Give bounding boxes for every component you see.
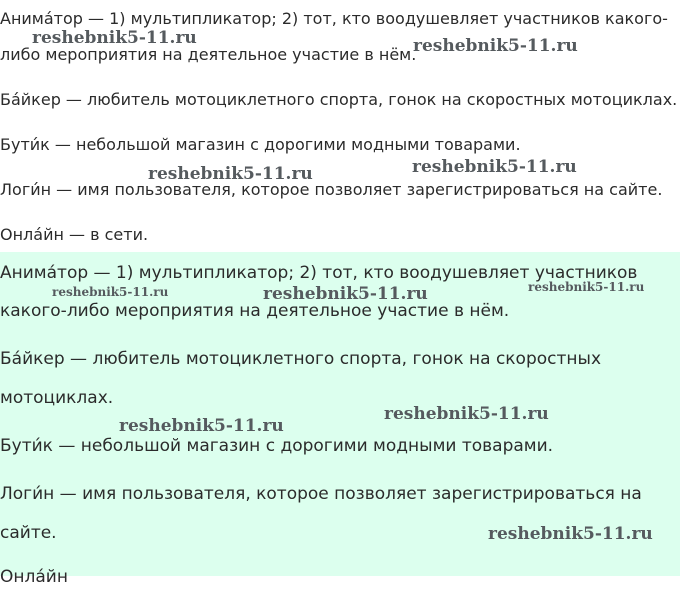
definition-line: мотоциклах. — [0, 388, 114, 408]
definition-line: Онла́йн — в сети. — [0, 225, 149, 244]
watermark: reshebnik5-11.ru — [384, 404, 549, 424]
definition-line: Логи́н — имя пользователя, которое позволяет зарегистрироваться на сайте. — [0, 180, 663, 199]
definition-line: либо мероприятия на деятельное участие в нём. — [0, 45, 417, 64]
definition-line: Анима́тор — 1) мультипликатор; 2) тот, кто воодушевляет участников — [0, 263, 638, 283]
watermark: reshebnik5-11.ru — [412, 157, 577, 177]
green-text-block — [0, 252, 680, 576]
definition-line: Бути́к — небольшой магазин с дорогими модными товарами. — [0, 436, 554, 456]
watermark: reshebnik5-11.ru — [263, 284, 428, 304]
watermark: reshebnik5-11.ru — [528, 280, 645, 294]
watermark: reshebnik5-11.ru — [148, 164, 313, 184]
definition-line: сайте. — [0, 523, 57, 543]
definition-line: Онла́йн — [0, 567, 68, 587]
definition-line: Анима́тор — 1) мультипликатор; 2) тот, кто воодушевляет участников какого- — [0, 9, 668, 28]
watermark: reshebnik5-11.ru — [488, 524, 653, 544]
watermark: reshebnik5-11.ru — [32, 28, 197, 48]
watermark: reshebnik5-11.ru — [119, 416, 284, 436]
definition-line: Ба́йкер — любитель мотоциклетного спорта, гонок на скоростных — [0, 349, 602, 369]
definition-line: Ба́йкер — любитель мотоциклетного спорта, гонок на скоростных мотоциклах. — [0, 90, 678, 109]
definition-line: Логи́н — имя пользователя, которое позволяет зарегистрироваться на — [0, 484, 642, 504]
watermark: reshebnik5-11.ru — [52, 285, 169, 299]
watermark: reshebnik5-11.ru — [413, 36, 578, 56]
definition-line: какого-либо мероприятия на деятельное участие в нём. — [0, 301, 510, 321]
cut-off-line — [0, 566, 80, 587]
definition-line: Бути́к — небольшой магазин с дорогими модными товарами. — [0, 135, 521, 154]
white-text-block — [0, 0, 680, 252]
